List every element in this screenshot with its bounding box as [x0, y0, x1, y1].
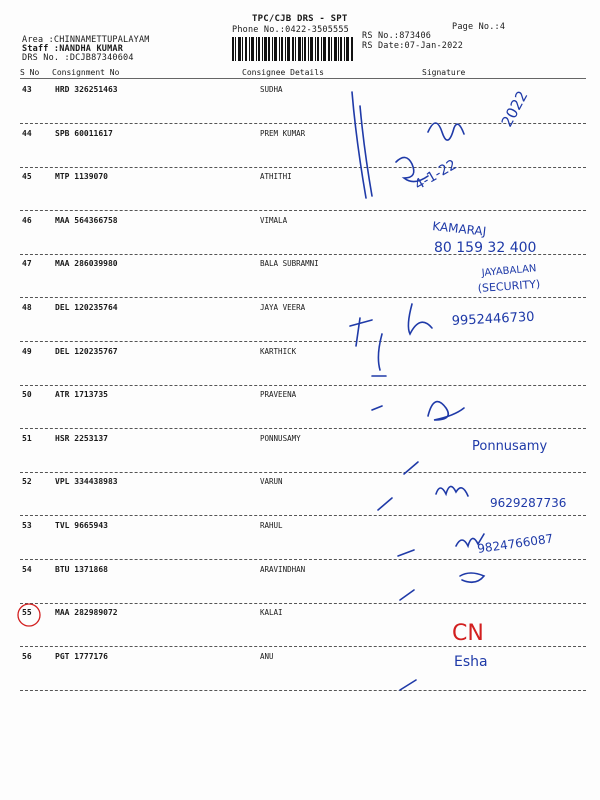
phone-4-text: 9824766087	[476, 531, 555, 556]
table-row	[0, 434, 600, 478]
sheet-title: TPC/CJB DRS - SPT	[252, 14, 348, 24]
barcode-image	[232, 37, 354, 61]
col-signature: Signature	[422, 68, 466, 77]
ponnusamy-signature-text: Ponnusamy	[472, 439, 548, 454]
row-divider	[20, 559, 586, 560]
row-consignee-name: RAHUL	[260, 521, 283, 530]
row-consignee-name: SUDHA	[260, 85, 283, 94]
row-sno: 55	[22, 608, 32, 618]
row-sno: 50	[22, 390, 32, 400]
phone-number: Phone No.:0422-3505555	[232, 25, 349, 35]
row-sno: 45	[22, 172, 32, 182]
row-consignment-number: MTP 1139070	[55, 172, 108, 182]
row-consignee-name: KALAI	[260, 608, 283, 618]
row-divider	[20, 385, 586, 386]
row-sno: 53	[22, 521, 32, 530]
row-sno: 51	[22, 433, 32, 443]
col-sno: S No	[20, 68, 40, 77]
row-divider	[20, 210, 586, 211]
row-sno: 44	[22, 128, 32, 138]
row-consignee-name: BALA SUBRAMNI	[260, 259, 319, 269]
row-consignment-number: DEL 120235767	[55, 346, 118, 356]
table-row	[0, 521, 600, 565]
rs-number: RS No.:873406	[362, 31, 432, 41]
row-sno: 49	[22, 346, 32, 356]
kamaraj-text: KAMARAJ	[431, 219, 487, 239]
phone-1-text: 80 159 32 400	[434, 240, 537, 256]
table-row	[0, 129, 600, 173]
table-row	[0, 347, 600, 391]
row-consignment-number: DEL 120235764	[55, 303, 118, 312]
esha-text: Esha	[454, 654, 488, 670]
row-consignee-name: JAYA VEERA	[260, 303, 306, 312]
row-divider	[20, 428, 586, 429]
drs-number: DRS No. :DCJB87340604	[22, 53, 134, 63]
row-sno: 54	[22, 564, 32, 574]
row-divider	[20, 297, 586, 298]
row-consignment-number: PGT 1777176	[55, 651, 108, 661]
table-row	[0, 303, 600, 347]
row-sno: 56	[22, 651, 32, 661]
row-divider	[20, 341, 586, 342]
row-divider	[20, 472, 586, 473]
table-row	[0, 608, 600, 652]
row-consignee-name: VARUN	[260, 477, 283, 487]
row-consignment-number: SPB 60011617	[55, 128, 113, 138]
row-consignment-number: ATR 1713735	[55, 390, 108, 400]
row-sno: 48	[22, 303, 32, 312]
row-divider	[20, 646, 586, 647]
row-consignee-name: KARTHICK	[260, 346, 297, 356]
row-consignee-name: ANU	[260, 651, 274, 661]
cn-mark-text: CN	[452, 621, 484, 646]
row-consignment-number: VPL 334438983	[55, 477, 118, 487]
security-name-text: JAYABALAN	[481, 263, 537, 279]
area-label: Area :CHINNAMETTUPALAYAM	[22, 35, 150, 45]
row-consignee-name: ARAVINDHAN	[260, 564, 306, 574]
row-consignment-number: BTU 1371868	[55, 564, 108, 574]
row-consignment-number: HSR 2253137	[55, 433, 108, 443]
security-note-text: (SECURITY)	[477, 277, 541, 295]
row-sno: 46	[22, 215, 32, 225]
row-divider	[20, 167, 586, 168]
rs-date: RS Date:07-Jan-2022	[362, 41, 464, 51]
header-rule	[20, 78, 586, 79]
table-row	[0, 259, 600, 303]
staff-label: Staff :NANDHA KUMAR	[22, 44, 124, 54]
phone-2-text: 9952446730	[451, 309, 535, 329]
col-consignment: Consignment No	[52, 68, 120, 77]
row-consignee-name: PONNUSAMY	[260, 433, 301, 443]
table-row	[0, 565, 600, 609]
table-row	[0, 390, 600, 434]
row-consignment-number: MAA 564366758	[55, 215, 118, 225]
row-divider	[20, 603, 586, 604]
row-divider	[20, 515, 586, 516]
table-row	[0, 477, 600, 521]
row-consignee-name: PRAVEENA	[260, 390, 297, 400]
page-number: Page No.:4	[452, 22, 506, 32]
table-row	[0, 85, 600, 129]
row-consignment-number: MAA 282989072	[55, 608, 118, 618]
date-note: 4-1-22	[412, 156, 460, 194]
row-sno: 52	[22, 477, 32, 487]
row-divider	[20, 123, 586, 124]
row-consignment-number: MAA 286039980	[55, 259, 118, 269]
row-sno: 47	[22, 259, 32, 269]
year-note: 2022	[497, 87, 532, 130]
row-consignee-name: ATHITHI	[260, 172, 292, 182]
row-consignee-name: VIMALA	[260, 215, 288, 225]
col-consignee: Consignee Details	[242, 68, 324, 77]
row-divider	[20, 254, 586, 255]
phone-3-text: 9629287736	[490, 496, 567, 510]
row-sno: 43	[22, 85, 32, 94]
row-consignment-number: HRD 326251463	[55, 85, 118, 94]
table-row	[0, 216, 600, 260]
table-row	[0, 172, 600, 216]
row-consignee-name: PREM KUMAR	[260, 128, 306, 138]
table-row	[0, 652, 600, 696]
row-consignment-number: TVL 9665943	[55, 521, 108, 530]
row-divider	[20, 690, 586, 691]
